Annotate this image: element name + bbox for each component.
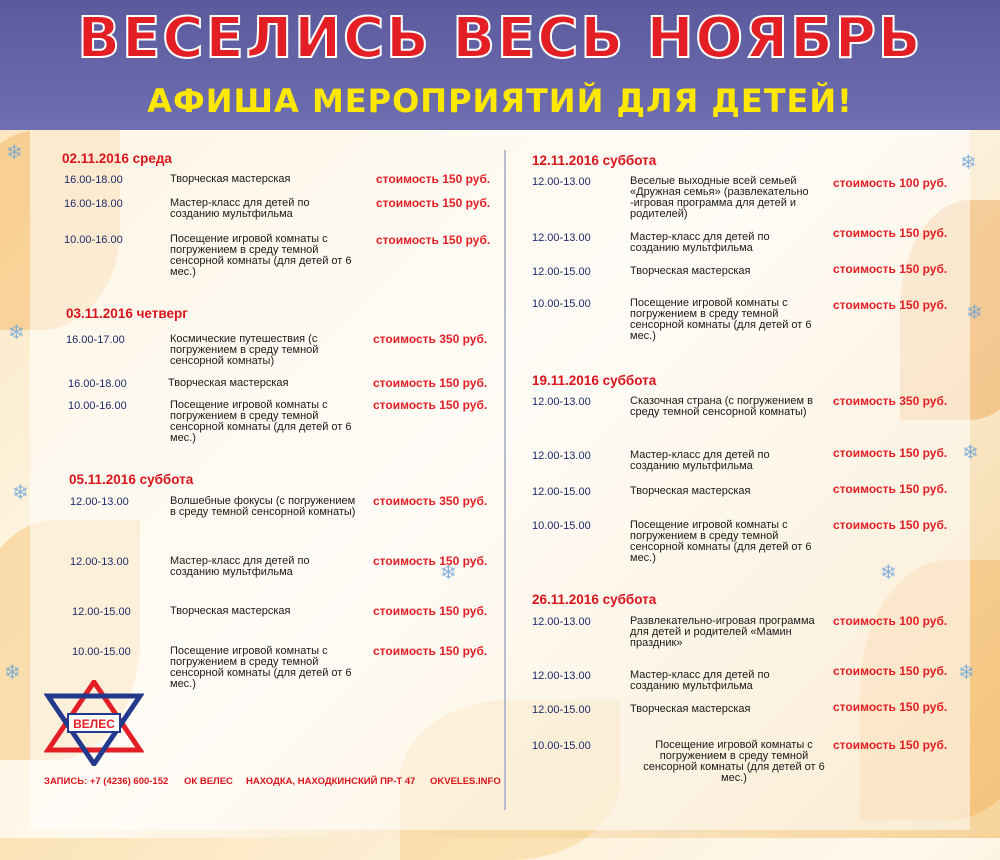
header-banner xyxy=(0,0,1000,130)
event-price: стоимость 350 руб. xyxy=(833,394,948,408)
event-description: Творческая мастерская xyxy=(630,485,751,497)
event-time: 10.00-15.00 xyxy=(532,740,591,752)
event-description: Мастер-класс для детей по созданию мультфильма xyxy=(630,449,770,472)
event-price: стоимость 150 руб. xyxy=(373,376,488,390)
event-price: стоимость 150 руб. xyxy=(833,700,948,714)
event-price: стоимость 100 руб. xyxy=(833,176,948,190)
day-heading: 12.11.2016 суббота xyxy=(532,153,657,168)
event-price: стоимость 150 руб. xyxy=(833,738,948,752)
event-time: 10.00-15.00 xyxy=(532,520,591,532)
event-time: 12.00-13.00 xyxy=(532,450,591,462)
page-title: ВЕСЕЛИСЬ ВЕСЬ НОЯБРЬ xyxy=(77,6,923,71)
day-heading: 19.11.2016 суббота xyxy=(532,373,657,388)
event-description: Сказочная страна (с погружением в среду темной сенсорной комнаты) xyxy=(630,395,813,418)
event-time: 10.00-16.00 xyxy=(64,234,123,246)
event-price: стоимость 350 руб. xyxy=(373,332,488,346)
event-time: 12.00-13.00 xyxy=(532,176,591,188)
event-description: Творческая мастерская xyxy=(630,265,751,277)
footer-org: ОК ВЕЛЕС xyxy=(184,776,233,787)
event-description: Мастер-класс для детей по созданию мультфильма xyxy=(170,555,310,578)
event-price: стоимость 150 руб. xyxy=(373,644,488,658)
event-time: 10.00-16.00 xyxy=(68,400,127,412)
snowflake-icon: ❄ xyxy=(958,662,975,684)
event-description: Посещение игровой комнаты с погружением в среду темной сенсорной комнаты (для детей от 6 мес.) xyxy=(170,399,352,444)
logo-text: ВЕЛЕС xyxy=(73,717,115,731)
event-description: Творческая мастерская xyxy=(630,703,751,715)
snowflake-icon: ❄ xyxy=(440,562,457,584)
event-description: Творческая мастерская xyxy=(168,377,289,389)
event-price: стоимость 150 руб. xyxy=(833,298,948,312)
event-time: 16.00-18.00 xyxy=(68,378,127,390)
event-time: 16.00-17.00 xyxy=(66,334,125,346)
event-description: Мастер-класс для детей по созданию мультфильма xyxy=(170,197,310,220)
event-description: Посещение игровой комнаты с погружением в среду темной сенсорной комнаты (для детей от 6 мес.) xyxy=(170,233,352,278)
event-time: 12.00-13.00 xyxy=(532,616,591,628)
event-time: 12.00-15.00 xyxy=(72,606,131,618)
day-heading: 02.11.2016 среда xyxy=(62,151,172,166)
snowflake-icon: ❄ xyxy=(880,562,897,584)
event-price: стоимость 150 руб. xyxy=(833,446,948,460)
event-price: стоимость 150 руб. xyxy=(833,518,948,532)
footer-address: НАХОДКА, НАХОДКИНСКИЙ ПР-Т 47 xyxy=(246,776,416,787)
event-price: стоимость 150 руб. xyxy=(376,196,491,210)
event-price: стоимость 100 руб. xyxy=(833,614,948,628)
event-description: Посещение игровой комнаты с погружением в среду темной сенсорной комнаты (для детей от 6 мес.) xyxy=(630,297,812,342)
event-time: 12.00-13.00 xyxy=(70,556,129,568)
event-time: 10.00-15.00 xyxy=(72,646,131,658)
event-time: 12.00-13.00 xyxy=(532,396,591,408)
event-description: Мастер-класс для детей по созданию мультфильма xyxy=(630,231,770,254)
event-description: Волшебные фокусы (с погружением в среду темной сенсорной комнаты) xyxy=(170,495,356,518)
event-time: 12.00-13.00 xyxy=(70,496,129,508)
event-description: Посещение игровой комнаты с погружением в среду темной сенсорной комнаты (для детей от 6 мес.) xyxy=(643,739,825,784)
event-description: Творческая мастерская xyxy=(170,605,291,617)
event-description: Космические путешествия (с погружением в среду темной сенсорной комнаты) xyxy=(170,333,319,367)
event-price: стоимость 150 руб. xyxy=(373,554,488,568)
event-price: стоимость 150 руб. xyxy=(833,664,948,678)
column-divider xyxy=(504,150,506,810)
event-time: 12.00-15.00 xyxy=(532,266,591,278)
footer-site[interactable]: OKVELES.INFO xyxy=(430,776,501,787)
snowflake-icon: ❄ xyxy=(962,442,979,464)
footer-phone: ЗАПИСЬ: +7 (4236) 600-152 xyxy=(44,776,169,787)
event-description: Развлекательно-игровая программа для детей и родителей «Мамин праздник» xyxy=(630,615,815,649)
event-time: 12.00-15.00 xyxy=(532,704,591,716)
page-subtitle: АФИША МЕРОПРИЯТИЙ ДЛЯ ДЕТЕЙ! xyxy=(147,82,853,120)
event-price: стоимость 150 руб. xyxy=(376,172,491,186)
snowflake-icon: ❄ xyxy=(8,322,25,344)
event-description: Посещение игровой комнаты с погружением в среду темной сенсорной комнаты (для детей от 6 мес.) xyxy=(170,645,352,690)
event-price: стоимость 150 руб. xyxy=(833,226,948,240)
event-time: 12.00-15.00 xyxy=(532,486,591,498)
snowflake-icon: ❄ xyxy=(4,662,21,684)
event-price: стоимость 150 руб. xyxy=(373,604,488,618)
event-time: 16.00-18.00 xyxy=(64,174,123,186)
snowflake-icon: ❄ xyxy=(6,142,23,164)
day-heading: 05.11.2016 суббота xyxy=(69,472,194,487)
event-price: стоимость 150 руб. xyxy=(376,233,491,247)
veles-logo xyxy=(44,680,144,766)
day-heading: 26.11.2016 суббота xyxy=(532,592,657,607)
snowflake-icon: ❄ xyxy=(960,152,977,174)
event-description: Посещение игровой комнаты с погружением в среду темной сенсорной комнаты (для детей от 6 мес.) xyxy=(630,519,812,564)
event-price: стоимость 150 руб. xyxy=(833,482,948,496)
snowflake-icon: ❄ xyxy=(966,302,983,324)
event-price: стоимость 350 руб. xyxy=(373,494,488,508)
event-time: 12.00-13.00 xyxy=(532,670,591,682)
event-price: стоимость 150 руб. xyxy=(833,262,948,276)
event-price: стоимость 150 руб. xyxy=(373,398,488,412)
snowflake-icon: ❄ xyxy=(12,482,29,504)
event-time: 10.00-15.00 xyxy=(532,298,591,310)
event-description: Веселые выходные всей семьей «Дружная семья» (развлекательно -игровая программа для детей и родителей) xyxy=(630,175,809,220)
event-description: Мастер-класс для детей по созданию мультфильма xyxy=(630,669,770,692)
event-time: 16.00-18.00 xyxy=(64,198,123,210)
event-description: Творческая мастерская xyxy=(170,173,291,185)
day-heading: 03.11.2016 четверг xyxy=(66,306,188,321)
event-time: 12.00-13.00 xyxy=(532,232,591,244)
